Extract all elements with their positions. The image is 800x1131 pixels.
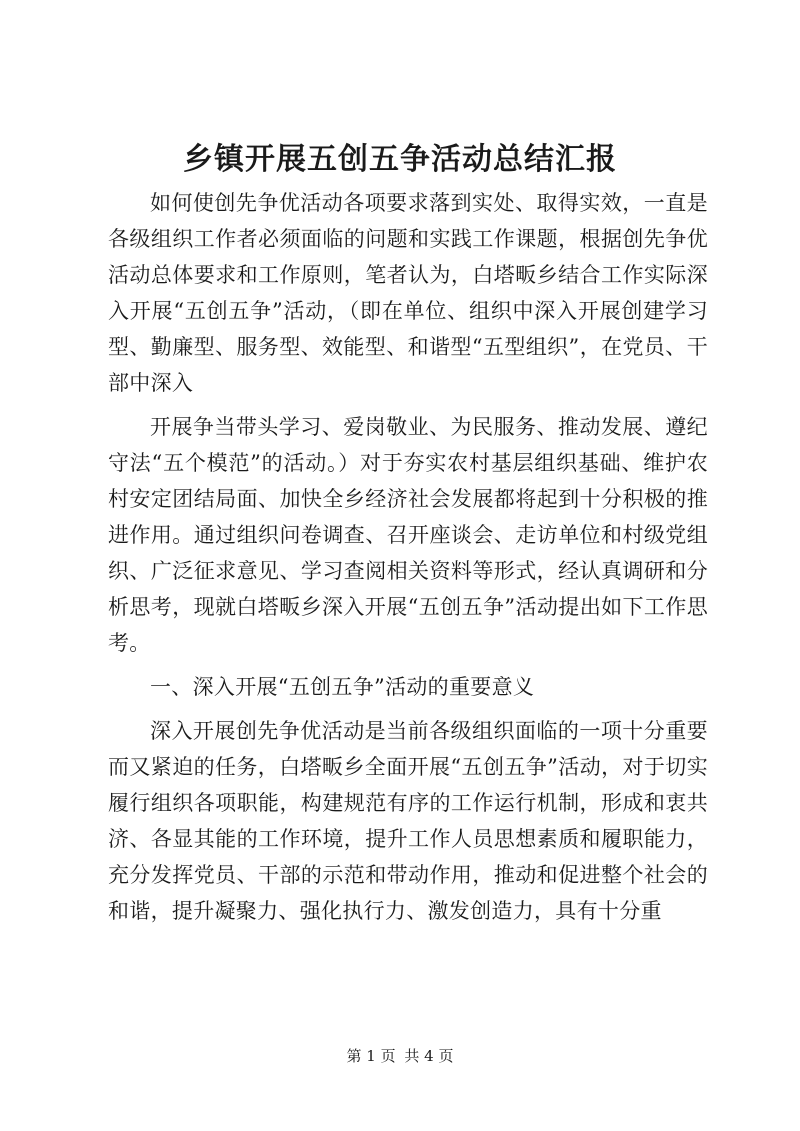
- page-total: 共 4 页: [404, 1047, 454, 1065]
- paragraph: 开展争当带头学习、爱岗敬业、为民服务、推动发展、遵纪守法“五个模范”的活动。）对于夯实农村基层组织基础、维护农村安定团结局面、加快全乡经济社会发展都将起到十分积极的推进作用。通过组织问卷调查、召开座谈会、走访单位和村级党组织、广泛征求意见、学习查阅相关资料等形式，经认真调研和分析思考，现就白塔畈乡深入开展“五创五争”活动提出如下工作思考。: [108, 415, 708, 655]
- paragraph: 深入开展创先争优活动是当前各级组织面临的一项十分重要而又紧迫的任务，白塔畈乡全面开展“五创五争”活动，对于切实履行组织各项职能，构建规范有序的工作运行机制，形成和衷共济、各显其能的工作环境，提升工作人员思想素质和履职能力，充分发挥党员、干部的示范和带动作用，推动和促进整个社会的和谐，提升凝聚力、强化执行力、激发创造力，具有十分重: [108, 719, 708, 923]
- document-body: [108, 185, 708, 929]
- section-heading: 一、深入开展“五创五争”活动的重要意义: [150, 675, 535, 699]
- paragraph: 如何使创先争优活动各项要求落到实处、取得实效，一直是各级组织工作者必须面临的问题和实践工作课题，根据创先争优活动总体要求和工作原则，笔者认为，白塔畈乡结合工作实际深入开展“五创五争”活动，（即在单位、组织中深入开展创建学习型、勤廉型、服务型、效能型、和谐型“五型组织”，在党员、干部中深入: [108, 191, 708, 395]
- page-footer: [0, 1045, 800, 1067]
- page-number: 第 1 页: [346, 1047, 396, 1065]
- document-title: 乡镇开展五创五争活动总结汇报: [183, 142, 617, 177]
